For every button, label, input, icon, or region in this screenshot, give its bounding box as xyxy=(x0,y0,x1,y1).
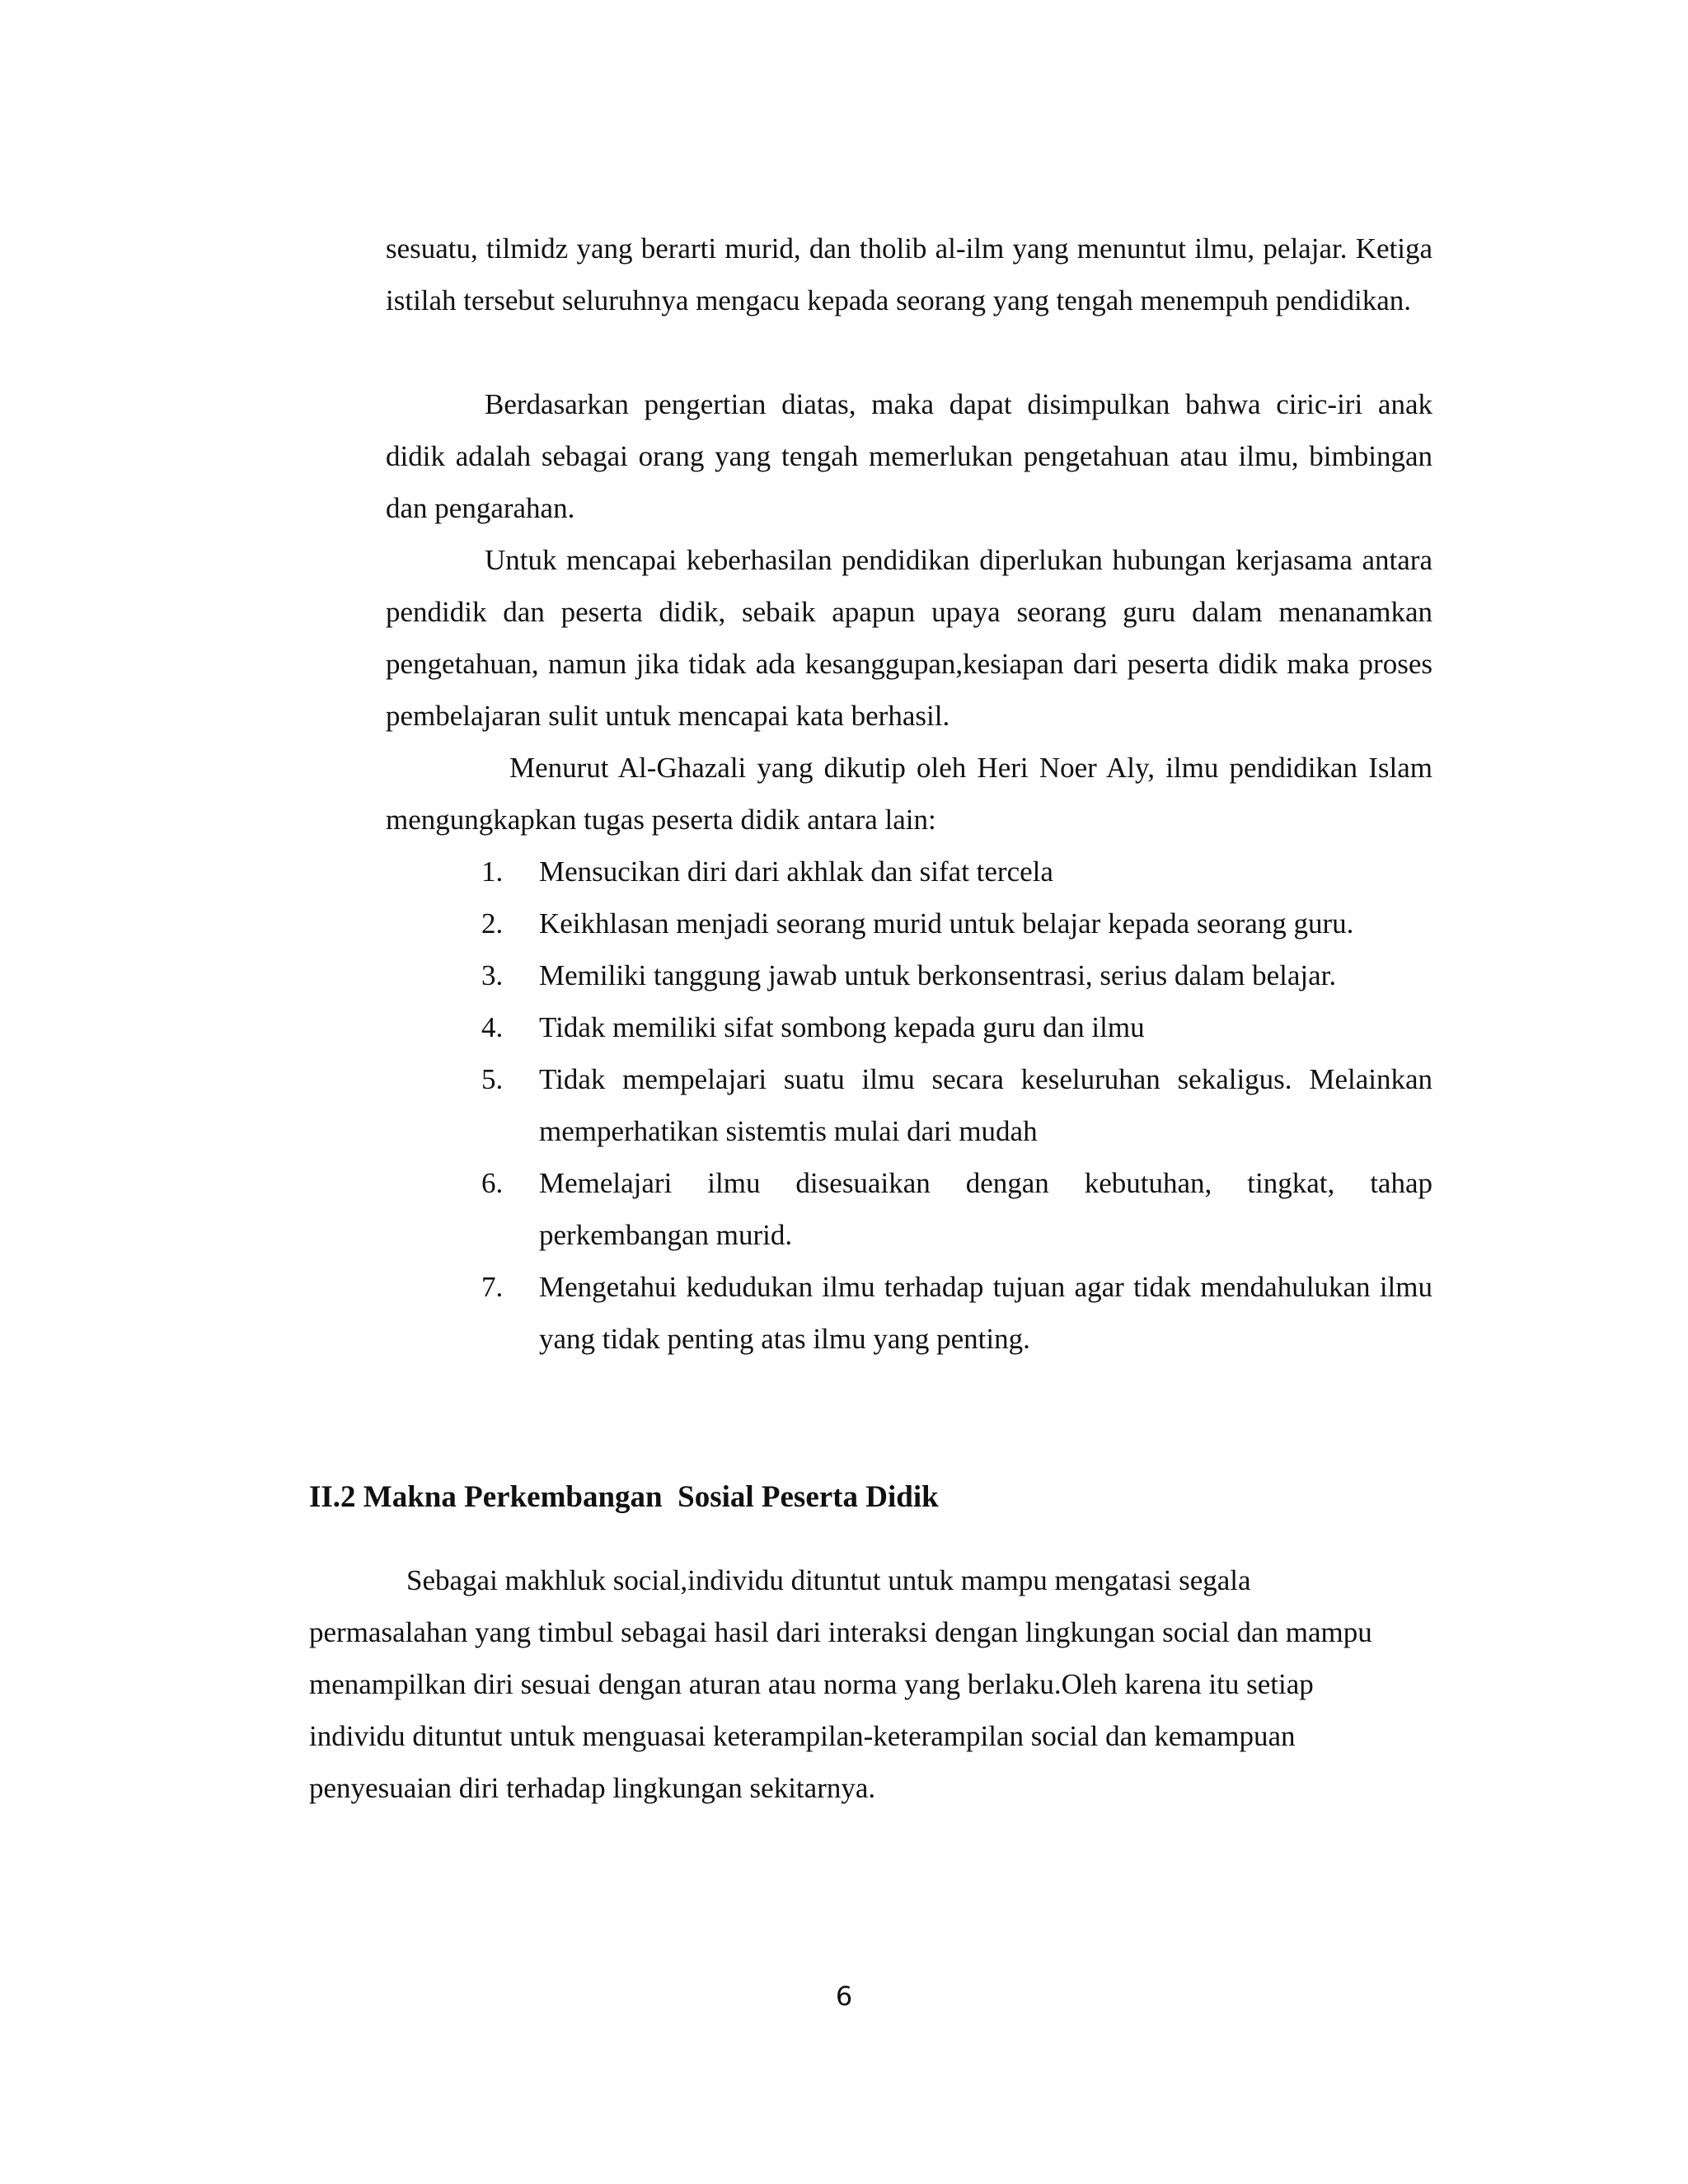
list-item xyxy=(481,1261,1432,1365)
list-item-text: Mengetahui kedudukan ilmu terhadap tujuan agar tidak mendahulukan ilmu yang tidak penting atas ilmu yang penting. xyxy=(539,1271,1432,1355)
section-line: permasalahan yang timbul sebagai hasil dari interaksi dengan lingkungan social dan mampu xyxy=(309,1616,1372,1648)
list-item-number: 7. xyxy=(481,1271,504,1303)
list-item xyxy=(481,846,1432,898)
student-duties-list xyxy=(481,846,1432,1365)
list-item xyxy=(481,1157,1432,1261)
section-line: penyesuaian diri terhadap lingkungan sekitarnya. xyxy=(309,1772,876,1804)
list-item xyxy=(481,1001,1432,1053)
list-item-number: 1. xyxy=(481,855,504,888)
list-item-number: 6. xyxy=(481,1167,504,1199)
page-number: 6 xyxy=(835,1980,853,2012)
list-item-text: Memiliki tanggung jawab untuk berkonsentrasi, serius dalam belajar. xyxy=(539,959,1337,991)
list-item-number: 2. xyxy=(481,907,504,940)
paragraph-cooperation: Untuk mencapai keberhasilan pendidikan diperlukan hubungan kerjasama antara pendidik dan peserta didik, sebaik apapun upaya seorang guru dalam menanamkan pengetahuan, namun jika tidak ada kesanggupan,kesiapan dari peserta didik maka proses pembelajaran sulit untuk mencapai kata berhasil. xyxy=(386,544,1432,732)
list-item-text: Mensucikan diri dari akhlak dan sifat tercela xyxy=(539,855,1053,888)
section-line: menampilkan diri sesuai dengan aturan atau norma yang berlaku.Oleh karena itu setiap xyxy=(309,1668,1314,1700)
list-item-text: Tidak memiliki sifat sombong kepada guru dan ilmu xyxy=(539,1011,1145,1043)
paragraph-definition-terms: sesuatu, tilmidz yang berarti murid, dan tholib al-ilm yang menuntut ilmu, pelajar. Ketiga istilah tersebut seluruhnya mengacu kepada seorang yang tengah menempuh pendidikan. xyxy=(386,232,1432,316)
list-item-text: Keikhlasan menjadi seorang murid untuk belajar kepada seorang guru. xyxy=(539,907,1354,940)
list-item xyxy=(481,898,1432,949)
list-item-text: Tidak mempelajari suatu ilmu secara keseluruhan sekaligus. Melainkan memperhatikan sistemtis mulai dari mudah xyxy=(539,1063,1432,1147)
section-paragraph xyxy=(309,1554,1414,1814)
list-item xyxy=(481,949,1432,1001)
list-item-text: Memelajari ilmu disesuaikan dengan kebutuhan, tingkat, tahap perkembangan murid. xyxy=(539,1167,1432,1251)
list-item-number: 5. xyxy=(481,1063,504,1095)
list-item-number: 3. xyxy=(481,959,504,991)
list-item-number: 4. xyxy=(481,1011,504,1043)
paragraph-al-ghazali: Menurut Al-Ghazali yang dikutip oleh Heri Noer Aly, ilmu pendidikan Islam mengungkapkan tugas peserta didik antara lain: xyxy=(386,752,1432,836)
section-line: individu dituntut untuk menguasai keterampilan-keterampilan social dan kemampuan xyxy=(309,1720,1296,1752)
section-line: Sebagai makhluk social,individu dituntut untuk mampu mengatasi segala xyxy=(406,1564,1251,1596)
section-heading: II.2 Makna Perkembangan Sosial Peserta Didik xyxy=(309,1480,939,1514)
list-item xyxy=(481,1053,1432,1157)
paragraph-conclusion: Berdasarkan pengertian diatas, maka dapat disimpulkan bahwa ciric-iri anak didik adalah sebagai orang yang tengah memerlukan pengetahuan atau ilmu, bimbingan dan pengarahan. xyxy=(386,388,1432,524)
